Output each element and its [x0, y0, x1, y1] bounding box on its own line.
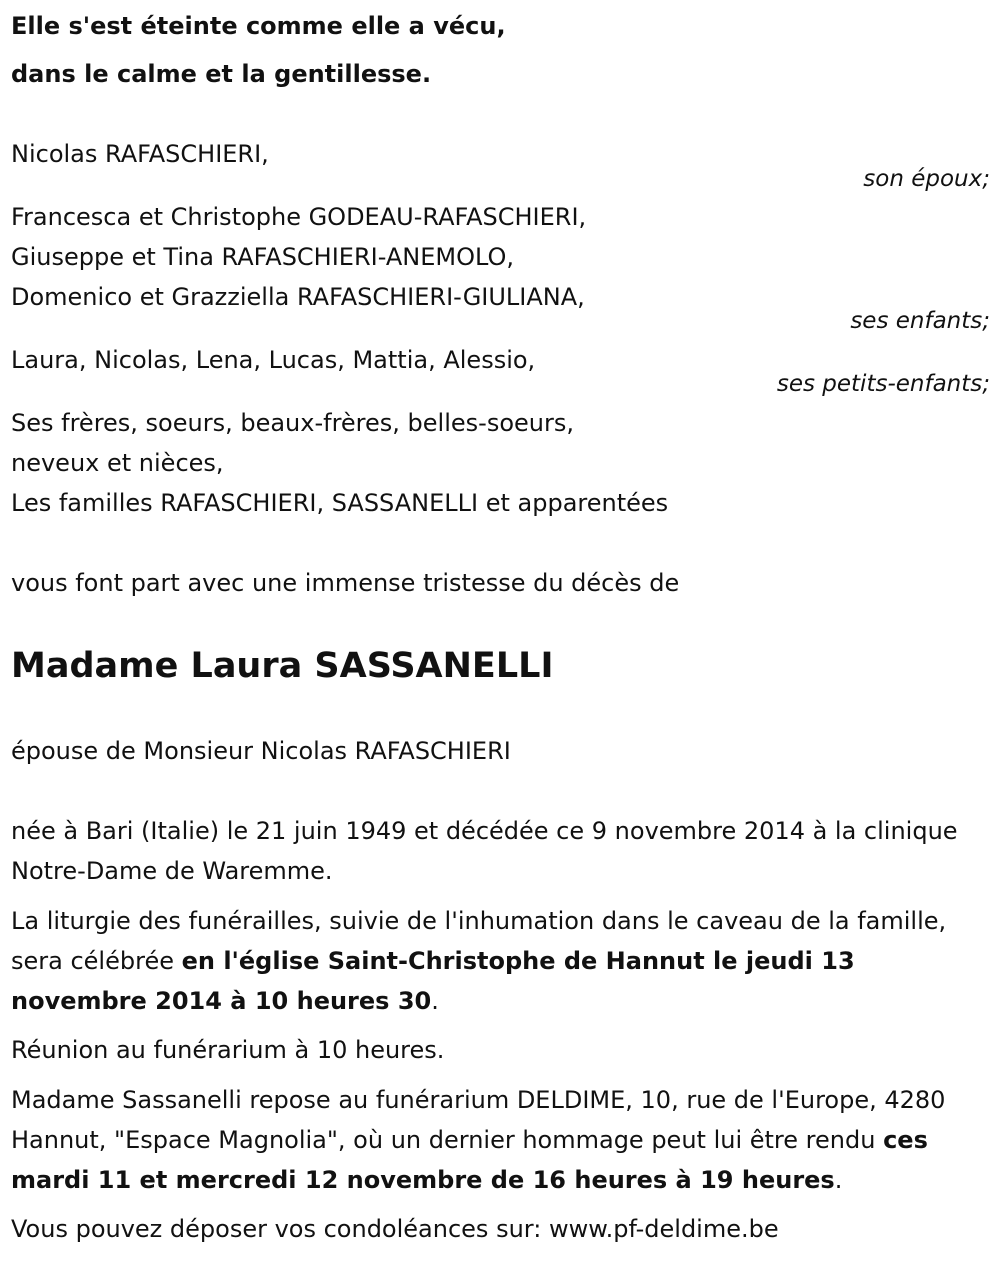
liturgy-location-date: en l'église Saint-Christophe de Hannut le jeudi 13 novembre 2014 à 10 heures 30: [11, 947, 855, 1015]
grandchildren-role: ses petits-enfants;: [776, 371, 990, 397]
repose-paragraph: [11, 1080, 996, 1200]
child-line: Giuseppe et Tina RAFASCHIERI-ANEMOLO,: [11, 243, 515, 271]
liturgy-paragraph: [11, 901, 996, 1021]
announcement-text: vous font part avec une immense tristesse du décès de: [11, 569, 680, 597]
repose-end: .: [834, 1166, 843, 1194]
grandchildren-names: Laura, Nicolas, Lena, Lucas, Mattia, Alessio,: [11, 346, 536, 374]
relatives-line: neveux et nièces,: [11, 449, 224, 477]
deceased-spouse-of: épouse de Monsieur Nicolas RAFASCHIERI: [11, 737, 511, 765]
reunion-paragraph: Réunion au funérarium à 10 heures.: [11, 1036, 445, 1064]
condolences-line: Vous pouvez déposer vos condoléances sur: www.pf-deldime.be: [11, 1215, 779, 1243]
intro-line-1: Elle s'est éteinte comme elle a vécu,: [11, 12, 506, 40]
deceased-name: Madame Laura SASSANELLI: [11, 646, 554, 686]
intro-line-2: dans le calme et la gentillesse.: [11, 60, 432, 88]
birth-death-paragraph: née à Bari (Italie) le 21 juin 1949 et décédée ce 9 novembre 2014 à la clinique Notre-Dame de Waremme.: [11, 817, 958, 885]
child-line: Domenico et Grazziella RAFASCHIERI-GIULIANA,: [11, 283, 585, 311]
children-role: ses enfants;: [850, 308, 990, 334]
relatives-line: Les familles RAFASCHIERI, SASSANELLI et apparentées: [11, 489, 669, 517]
spouse-role: son époux;: [863, 166, 990, 192]
repose-text: Madame Sassanelli repose au funérarium DELDIME, 10, rue de l'Europe, 4280 Hannut, "Espace Magnolia", où un dernier hommage peut lui être rendu: [11, 1086, 946, 1154]
child-line: Francesca et Christophe GODEAU-RAFASCHIERI,: [11, 203, 587, 231]
liturgy-text: La liturgie des funérailles, suivie de l'inhumation dans le caveau de la famille, sera célébrée: [11, 907, 947, 975]
spouse-name: Nicolas RAFASCHIERI,: [11, 140, 269, 168]
liturgy-end: .: [431, 987, 439, 1015]
visitation-times: ces mardi 11 et mercredi 12 novembre de 16 heures à 19 heures: [11, 1126, 928, 1194]
relatives-line: Ses frères, soeurs, beaux-frères, belles-soeurs,: [11, 409, 574, 437]
